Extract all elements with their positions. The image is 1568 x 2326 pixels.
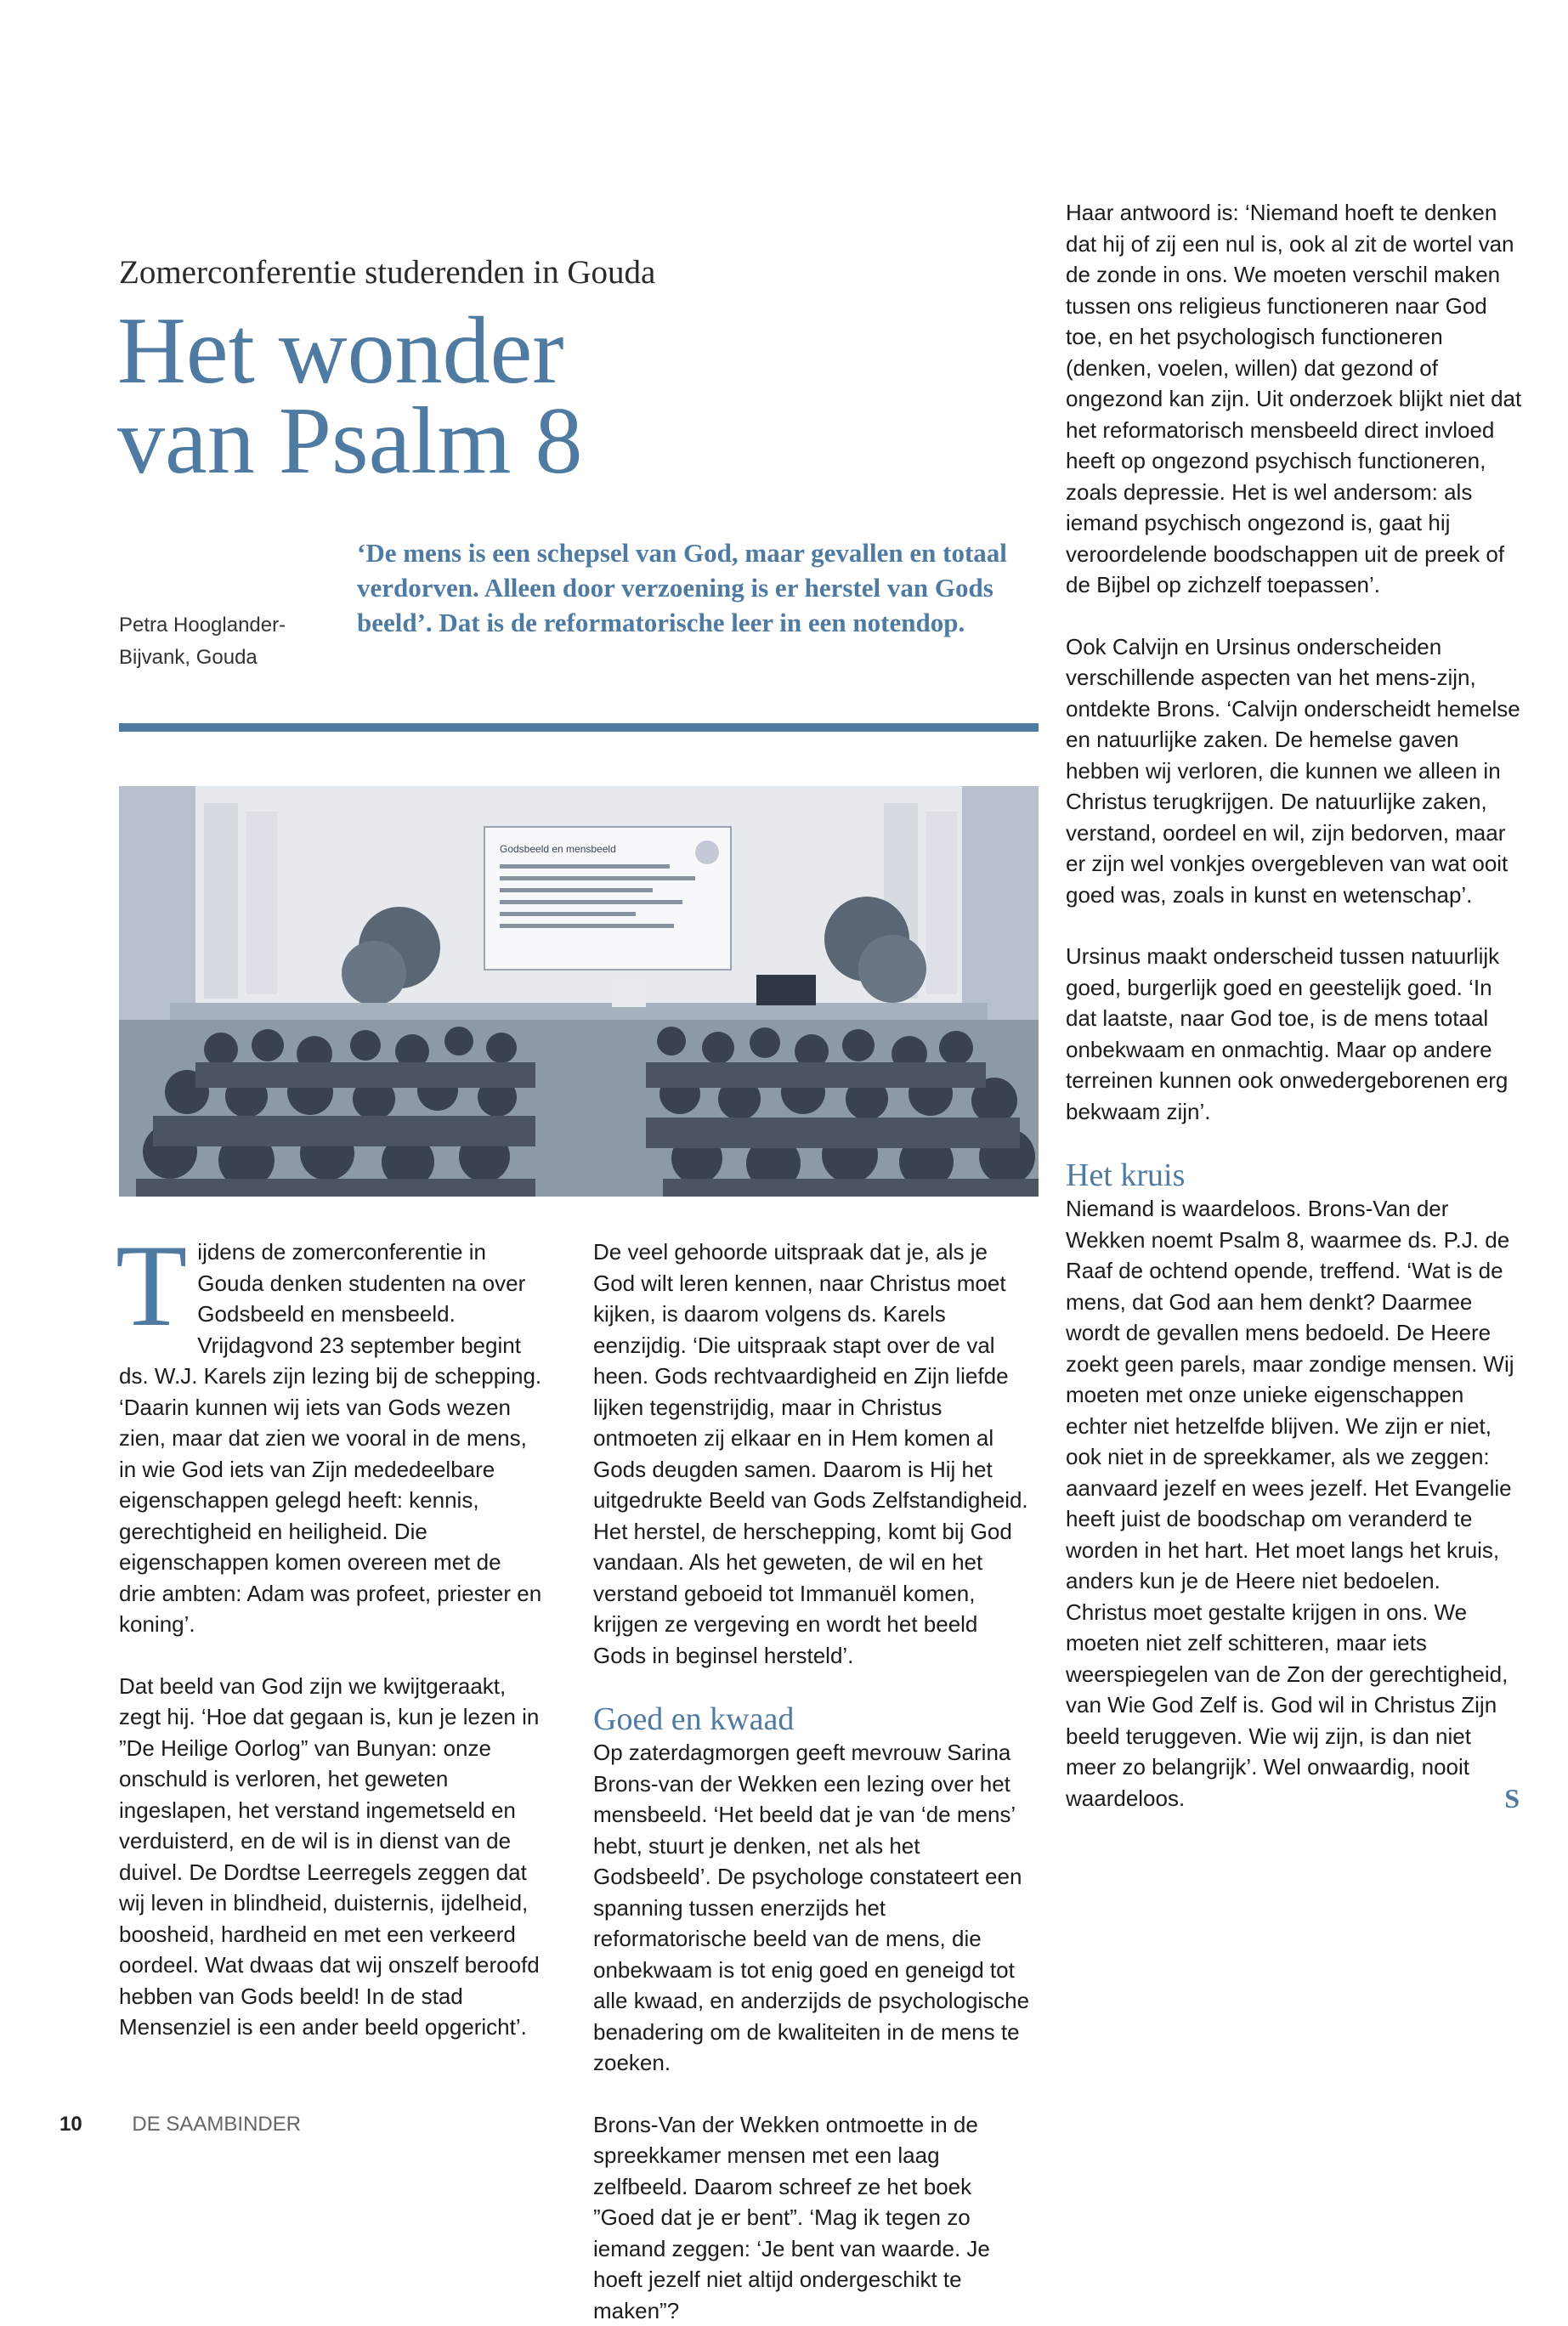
paragraph: Dat beeld van God zijn we kwijtgeraakt, zegt hij. ‘Hoe dat gegaan is, kun je lezen in ”De Heilige Oorlog” van Bunyan: onze onschuld is verloren, het geweten ingeslapen, het verstand ingemetseld en verduisterd, en de wil is in dienst van de duivel. De Dordtse Leerregels zeggen dat wij leven in blindheid, duisternis, ijdelheid, boosheid, hardheid en met een verkeerd oordeel. Wat dwaas dat wij onszelf beroofd hebben van Gods beeld! In de stad Mensenziel is een ander beeld opgericht’. [119, 1671, 544, 2043]
paragraph-text: Niemand is waardeloos. Brons-Van der Wekken noemt Psalm 8, waarmee ds. P.J. de Raaf de ochtend opende, treffend. ‘Wat is de mens, dat God aan hem denkt? Daarmee wordt de gevallen mens bedoeld. De Heere zoekt geen parels, maar zondige mensen. Wij moeten met onze unieke eigenschappen echter niet hetzelfde blijven. We zijn er niet, ook niet in de spreekkamer, als we zeggen: aanvaard jezelf en wees jezelf. Het Evangelie heeft juist de boodschap om veranderd te worden in het hart. Het moet langs het kruis, anders kun je de Heere niet bedoelen. Christus moet gestalte krijgen in ons. We moeten niet zelf schitteren, maar iets weerspiegelen van de Zon der gerechtigheid, van Wie God Zelf is. God wil in Christus Zijn beeld teruggeven. Wie wij zijn, is dan niet meer zo belangrijk’. Wel onwaardig, nooit waardeloos. [1066, 1196, 1514, 1811]
paragraph: De veel gehoorde uitspraak dat je, als je God wilt leren kennen, naar Christus moet kijken, is daarom volgens ds. Karels eenzijdig. ‘Die uitspraak stapt over de val heen. Gods rechtvaardigheid en Zijn liefde lijken tegenstrijdig, maar in Christus ontmoeten zij elkaar en in Hem komen al Gods deugden samen. Daarom is Hij het uitgedrukte Beeld van Gods Zelfstandigheid. Het herstel, de herschepping, komt bij God vandaan. Als het geweten, de wil en het verstand geboeid tot Immanuël komen, krijgen ze vergeving en wordt het beeld Gods in beginsel hersteld’. [593, 1237, 1035, 1671]
paragraph: Ursinus maakt onderscheid tussen natuurlijk goed, burgerlijk goed en geestelijk goed. ‘In dat laatste, naar God toe, is de mens totaal onbekwaam en onmachtig. Maar op andere terreinen kunnen ook onwedergeborenen erg bekwaam zijn’. [1066, 941, 1525, 1127]
paragraph: Op zaterdagmorgen geeft mevrouw Sarina Brons-van der Wekken een lezing over het mensbeeld. ‘Het beeld dat je van ‘de mens’ hebt, stuurt je denken, net als het Godsbeeld’. De psychologe constateert een spanning tussen enerzijds het reformatorische beeld van de mens, die onbekwaam is tot enig goed en geneigd tot alle kwaad, en anderzijds de psychologische benadering om de kwaliteiten in de mens te zoeken. [593, 1737, 1035, 2079]
subheading-goed-en-kwaad: Goed en kwaad [593, 1701, 1035, 1737]
title-line-2: van Psalm 8 [117, 396, 1035, 486]
page-footer [59, 2113, 301, 2136]
body-column-3 [1066, 197, 1525, 1814]
paragraph: Ook Calvijn en Ursinus onderscheiden verschillende aspecten van het mens-zijn, ontdekte Brons. ‘Calvijn onderscheidt hemelse en natuurlijke zaken. De hemelse gaven hebben wij verloren, die kunnen we alleen in Christus terugkrijgen. De natuurlijke zaken, verstand, oordeel en wil, zijn bedorven, maar er zijn wel vonkjes overgebleven van wat ooit goed was, zoals in kunst en wetenschap’. [1066, 631, 1525, 911]
paragraph: Haar antwoord is: ‘Niemand hoeft te denken dat hij of zij een nul is, ook al zit de wortel van de zonde in ons. We moeten verschil maken tussen ons religieus functioneren naar God toe, en het psychologisch functioneren (denken, voelen, willen) dat gezond of ongezond kan zijn. Uit onderzoek blijkt niet dat het reformatorisch mensbeeld direct invloed heeft op ongezond psychisch functioneren, zoals depressie. Het is wel andersom: als iemand psychisch ongezond is, gaat hij veroordelende boodschappen uit de preek of de Bijbel op zichzelf toepassen’. [1066, 197, 1525, 601]
article-kicker: Zomerconferentie studerenden in Gouda [119, 253, 1020, 291]
body-column-1 [119, 1237, 544, 2043]
paragraph: Brons-Van der Wekken ontmoette in de spreekkamer mensen met een laag zelfbeeld. Daarom schreef ze het boek ”Goed dat je er bent”. ‘Mag ik tegen zo iemand zeggen: ‘Je bent van waarde. Je hoeft jezelf niet altijd ondergeschikt te maken”? [593, 2109, 1035, 2326]
conference-photo [119, 786, 1039, 1197]
magazine-name: DE SAAMBINDER [132, 2113, 301, 2136]
author-name: Petra Hooglander- [119, 609, 314, 642]
article-title [117, 306, 1035, 486]
subheading-het-kruis: Het kruis [1066, 1157, 1525, 1193]
intro-quote: ‘De mens is een schepsel van God, maar gevallen en totaal verdorven. Alleen door verzoening is er herstel van Gods beeld’. Dat is de reformatorische leer in een notendop. [357, 535, 1037, 640]
paragraph [119, 1237, 544, 1640]
header-divider [119, 723, 1039, 732]
drop-cap: T [116, 1242, 187, 1330]
author-byline [119, 609, 314, 674]
end-mark-icon: S [1504, 1783, 1520, 1814]
paragraph-text: ijdens de zomerconferentie in Gouda denken studenten na over Godsbeeld en mensbeeld. Vrijdagvond 23 september begint ds. W.J. Karels zijn lezing bij de schepping. ‘Daarin kunnen wij iets van Gods wezen zien, maar dat zien we vooral in de mens, in wie God iets van Zijn mededeelbare eigenschappen gelegd heeft: kennis, gerechtigheid en heiligheid. Die eigenschappen komen overeen met de drie ambten: Adam was profeet, priester en koning’. [119, 1239, 541, 1637]
author-location: Bijvank, Gouda [119, 642, 314, 674]
body-column-2 [593, 1237, 1035, 2326]
paragraph [1066, 1193, 1525, 1814]
slide-title: Godsbeeld en mensbeeld [500, 843, 616, 855]
page-number: 10 [59, 2113, 82, 2136]
title-line-1: Het wonder [117, 306, 1035, 396]
